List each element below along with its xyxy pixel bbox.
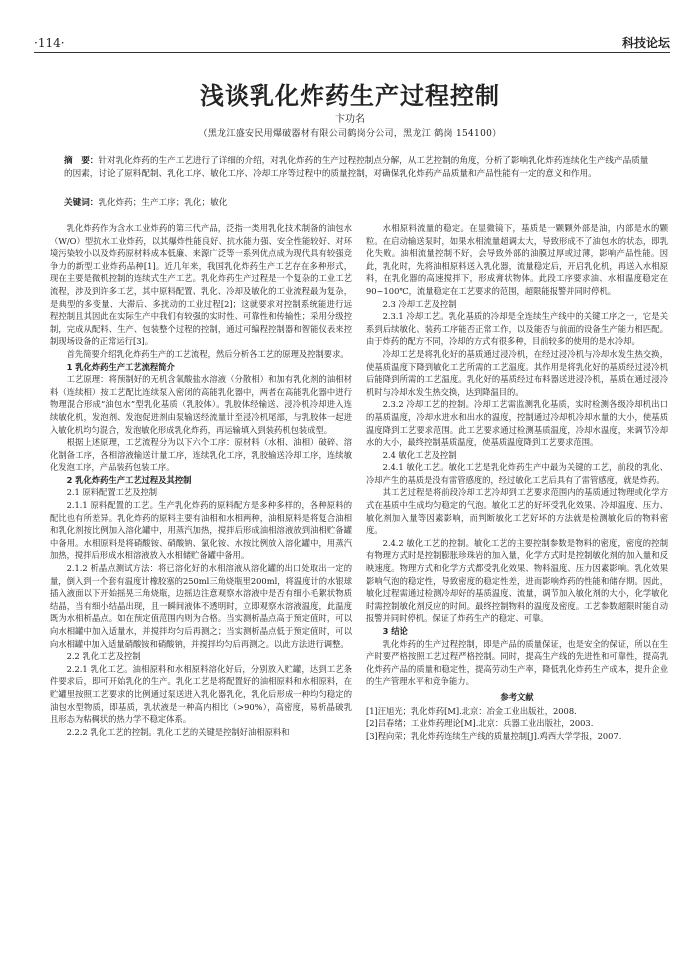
paragraph: 乳化炸药作为含水工业炸药的第三代产品，泛指一类用乳化技术制备的油包水（W/O）型抗水工业炸药，以其爆炸性能良好、抗水能力强、安全性能较好、对环境污染较小以及炸药原材料成本低廉、来源广泛等一系列优点成为现代具有较强竞争力的新型工业炸药品种[1]。近几年来，我国乳化炸药生产工艺存在多种形式，现在主要是微机控制的连续式生产工艺。乳化炸药生产过程是一个复杂的工业工艺流程，涉及到许多工艺，其中原料配置、乳化、冷却及敏化的工业流程最为复杂，是典型的多变量、大滞后、多扰动的工业过程[2]；这就要求对控制系统能进行远程控制且其因此在实际生产中我们有较强的实时性、可靠性和传输性；采用分级控制，完成从配料、生产、包装整个过程的控制，通过可编程控制器和智能仪表来控制现场设备的正常运行[3]。	[50, 223, 352, 347]
paper-title: 浅谈乳化炸药生产过程控制	[200, 82, 500, 110]
page-header	[34, 30, 670, 53]
page-number: ·114·	[34, 36, 65, 50]
keywords-label: 关键词：	[64, 198, 99, 208]
paragraph: 水相原料流量的稳定。在显微镜下，基质是一颗颗外部是油，内部是水的颗粒。在启动输送泵时，如果水相流量超调太大，导致形成不了油包水的状态，即乳化失败。油相流量控制不好，会导致外部的油膜过厚或过薄，影响产品性能。因此，乳化时，先将油相原料送入乳化器，流量稳定后，开启乳化机，再送入水相原料，在乳化器的高速搅拌下，形成膏状物体。此段工序要求油、水相温度稳定在90~100℃，流量稳定在工艺要求的范围，超限能报警并同时停机。	[366, 223, 668, 296]
affiliation: （黑龙江盛安民用爆破器材有限公司鹤岗分公司，黑龙江 鹤岗 154100）	[198, 129, 502, 139]
abstract	[64, 155, 650, 182]
paragraph: 其工艺过程是将前段冷却工艺冷却到工艺要求范围内的基质通过物理或化学方式在基质中生成均匀稳定的气泡。敏化工艺的好坏受乳化效果、冷却温度、压力、敏化剂加入量等因素影响，而判断敏化工艺好坏的方法就是检测敏化后的物料密度。	[366, 487, 668, 536]
left-column	[50, 222, 352, 738]
abstract-label: 摘 要：	[64, 156, 99, 166]
keywords	[64, 196, 650, 208]
subsection-heading: 2.2 乳化工艺及控制	[66, 651, 141, 662]
paragraph: 首先简要介绍乳化炸药生产的工艺流程，然后分析各工艺的原理及控制要求。	[66, 348, 349, 359]
reference-item: [3]程向荣；乳化炸药连续生产线的质量控制[J].鸡西大学学报，2007.	[366, 730, 622, 741]
paragraph: 2.3.2 冷却工艺的控制。冷却工艺需监测乳化基质，实时检测各级冷却机出口的基质温度，冷却水进水和出水的温度，控制通过冷却机冷却水量的大小，使基质温度降到工艺要求范围。此工艺要求通过检测基质温度，冷却水温度，来调节冷却水的大小，最终控制基质温度，使基质温度降到工艺要求范围。	[366, 399, 668, 448]
paragraph: 2.1.2 析晶点测试方法：将已溶化好的水相溶液从溶化罐的出口处取出一定的量，倒入到一个套有温度计橡胶塞的250ml三角烧瓶里200ml，将温度计的水银球插入液面以下开始摇晃三角烧瓶，边摇边注意观察水溶液中是否有细小毛絮状物质结晶，当有细小结晶出现，且一瞬间液体不透明时，立即观察水溶液温度，此温度既为水相析晶点。如在预定值范围内则为合格。当实测析晶点高于预定值时，可以向水相罐中加入适量水，并搅拌均匀后再测之；当实测析晶点低于预定值时，可以向水相罐中加入适量硝酸铵和硝酸钠，并搅拌均匀后再测之。以此方法进行调整。	[50, 563, 352, 649]
paragraph: 2.2.1 乳化工艺。油相原料和水相原料溶化好后，分别放入贮罐，达到工艺条件要求后，即可开始乳化的生产。乳化工艺是将配置好的油相原料和水相原料，在贮罐里按照工艺要求的比例通过泵送进入乳化器乳化，乳化后形成一种均匀稳定的油包水型物质，即基质，乳状液是一种高内相比（>90%），高密度，易析晶破乳且形态为粘稠状的热力学不稳定体系。	[50, 663, 352, 725]
paragraph: 2.1.1 原料配置的工艺。生产乳化炸药的原料配方是多种多样的，各种原料的配比也有所差异。乳化炸药的原料主要有油相和水相两种，油相原料是将复合油相和乳化剂按比例加入溶化罐中，用蒸汽加热，搅拌后形成油相溶液放到油相贮备罐中备用。水相原料是将硝酸铵、硝酸钠、氯化铵、水按比例放入溶化罐中，用蒸汽加热，搅拌后形成水相溶液放入水相储贮备罐中备用。	[50, 500, 352, 561]
section-heading: 1 乳化炸药生产工艺流程简介	[66, 361, 175, 372]
subsection-heading: 2.3 冷却工艺及控制	[382, 298, 457, 309]
abstract-text: 针对乳化炸药的生产工艺进行了详细的介绍，对乳化炸药的生产过程控制点分解，从工艺控制的角度，分析了影响乳化炸药连续化生产线产品质量的因素，讨论了原料配制、乳化工序、敏化工序、冷却工序等过程中的质量控制，对确保乳化炸药产品质量和产品性能有一定的意义和作用。	[64, 156, 649, 180]
author: 卞功名	[335, 114, 365, 125]
keywords-text: 乳化炸药；生产工序；乳化；敏化	[98, 198, 228, 208]
journal-name: 科技论坛	[621, 36, 670, 50]
paragraph: 2.3.1 冷却工艺。乳化基质的冷却是全连续生产线中的关键工序之一，它是关系到后续敏化、装药工序能否正常工作，以及能否与前面的设备生产能力相匹配。由于炸药的配方不同，冷却的方式有很多种，目前较多的使用的是水冷却。	[366, 311, 668, 347]
section-heading: 3 结论	[382, 626, 408, 636]
paragraph: 2.4.1 敏化工艺。敏化工艺是乳化炸药生产中最为关键的工艺，前段的乳化、冷却产生的基质是没有雷管感度的，经过敏化工艺后具有了雷管感度，就是炸药。	[366, 462, 668, 485]
subsection-heading: 2.1 原料配置工艺及控制	[66, 487, 158, 498]
subsection-heading: 2.4 敏化工艺及控制	[382, 449, 457, 460]
references-heading: 参考文献	[500, 691, 534, 702]
paragraph: 根据上述原理，工艺流程分为以下六个工序：原材料（水相、油相）破碎、溶化制备工序，各相溶液输送计量工序，连续乳化工序，乳胶输送冷却工序，连续敏化发泡工序，产品装药包装工序。	[50, 437, 352, 473]
paragraph: 工艺原理：将预制好的无机含氧酸盐水溶液（分散相）和加有乳化剂的油相材料（连续相）按工艺配比连续泵入密闭的高能乳化器中，两者在高能乳化器中进行物理混合形成“油包水”型乳化基质（乳胶体）。乳胶体经输送、浸冷机冷却进入连续敏化机，发泡剂、发泡促进剂由泵输送经流量计至浸冷机尾部，与乳胶体一起进入敏化机均匀混合，发泡敏化形成乳化炸药，再运输填入到装药机包装成型。	[50, 374, 352, 435]
right-column	[366, 222, 668, 742]
paragraph: 2.2.2 乳化工艺的控制。乳化工艺的关键是控制好油相原料和	[66, 726, 290, 737]
paragraph: 2.4.2 敏化工艺的控制。敏化工艺的主要控制参数是物料的密度，密度的控制有物理方式时是控制膨胀珍珠岩的加入量，化学方式时是控制敏化剂的加入量和反映速度。物理方式和化学方式都受乳化效果、物料温度、压力因素影响。乳化效果影响气泡的稳定性，导致密度的稳定性差，进而影响炸药的性能和储存期。因此，敏化过程需通过检测冷却好的基质温度、流量，调节加入敏化剂的大小，化学敏化时需控制敏化剂反应的时间。最终控制物料的温度及密度。工艺参数超限时能自动报警并同时停机。保证了炸药生产的稳定、可靠。	[366, 537, 668, 624]
section-heading: 2 乳化炸药生产工艺过程及其控制	[66, 474, 192, 485]
reference-item: [2]吕春绪；工业炸药理论[M].北京：兵器工业出版社，2003.	[366, 718, 594, 729]
paragraph: 冷却工艺是将乳化好的基质通过浸冷机，在经过浸冷机与冷却水发生热交换，使基质温度下降到敏化工艺所需的工艺温度。其作用是将乳化好的基质经过浸冷机后能降到所需的工艺温度。乳化好的基质经过布料器送进浸冷机，基质在通过浸冷机时与冷却水发生热交换，达到降温目的。	[366, 348, 668, 397]
reference-item: [1]汪旭光；乳化炸药[M].北京：冶金工业出版社，2008.	[366, 705, 577, 716]
paragraph: 乳化炸药的生产过程控制，即是产品的质量保证，也是安全的保证，所以在生产时要严格按照工艺过程严格控制。同时，提高生产线的先进性和可靠性，提高乳化炸药产品的质量和稳定性，提高劳动生产率，降低乳化炸药生产成本，提升企业的生产管理水平和竞争能力。	[366, 638, 668, 687]
